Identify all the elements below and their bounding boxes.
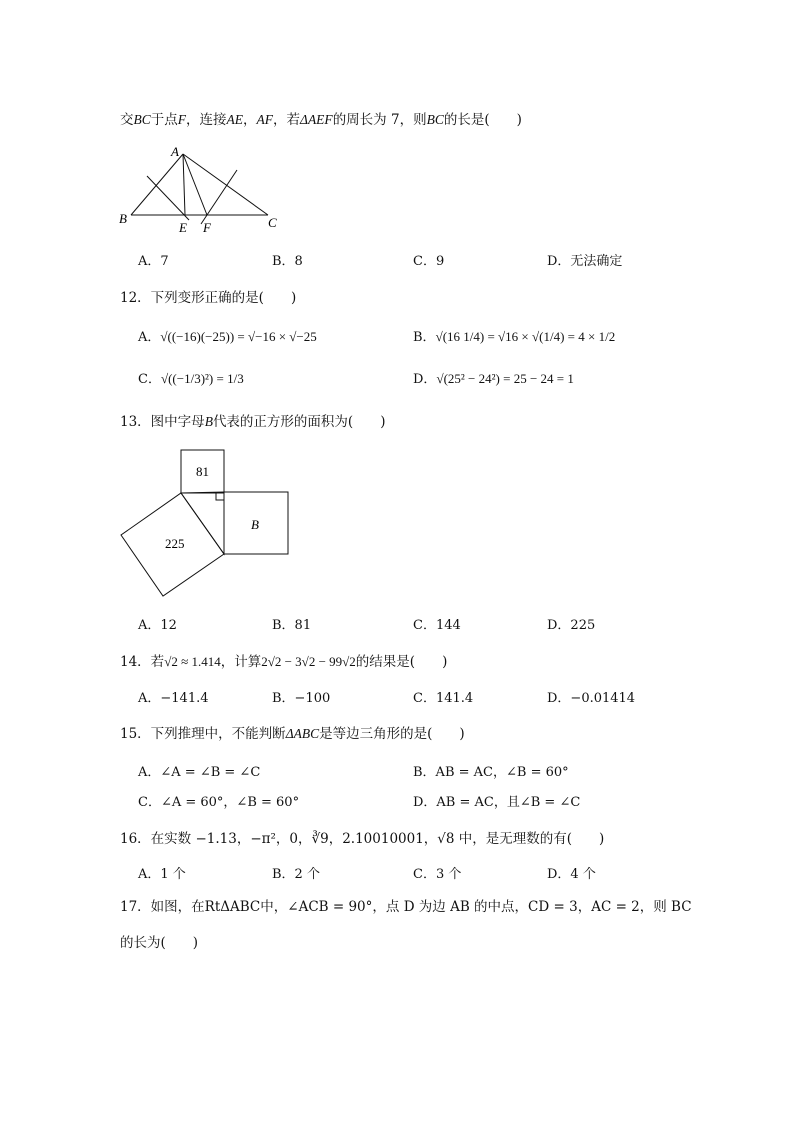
q12-option-a[interactable]: [138, 326, 317, 345]
label-b: B: [119, 211, 127, 226]
text: 的周长为 7，则: [332, 112, 427, 128]
math: B: [204, 414, 213, 429]
q14-stem: [120, 650, 447, 670]
text: ，连接: [186, 112, 227, 128]
square-81-label: 81: [196, 464, 209, 479]
option-label: D．: [413, 372, 437, 387]
q17-stem-line2: 的长为( ): [120, 935, 199, 951]
math-expression: √((−1/3)²) = 1/3: [160, 371, 244, 386]
text: 的长是( ): [443, 112, 522, 128]
q13-stem: [120, 410, 385, 430]
q15-option-a[interactable]: A．∠A = ∠B = ∠C: [138, 765, 261, 780]
q15-option-b[interactable]: B．AB = AC，∠B = 60°: [413, 765, 569, 780]
q15-option-c[interactable]: C．∠A = 60°，∠B = 60°: [138, 795, 300, 810]
triangle-figure: [115, 140, 290, 240]
q11-option-b[interactable]: B．8: [272, 254, 303, 269]
q11-option-c[interactable]: C．9: [413, 254, 445, 269]
square-b-label: B: [251, 517, 259, 532]
q11-stem: [120, 108, 522, 128]
math: AE: [226, 112, 244, 127]
text: 是等边三角形的是( ): [319, 726, 465, 742]
text: 代表的正方形的面积为( ): [212, 414, 386, 430]
option-label: B．: [413, 330, 436, 345]
text: 14．若: [120, 654, 165, 670]
q16-option-d[interactable]: D．4 个: [547, 867, 596, 882]
text: 15．下列推理中，不能判断: [120, 726, 286, 742]
math: AF: [256, 112, 274, 127]
label-c: C: [268, 215, 277, 230]
text: 交: [120, 112, 134, 128]
math: F: [177, 112, 187, 127]
q14-option-d[interactable]: D．−0.01414: [547, 691, 636, 706]
math-expression: √((−16)(−25)) = √−16 × √−25: [160, 329, 317, 344]
text: 的结果是( ): [355, 654, 448, 670]
text: ，: [243, 112, 257, 128]
q11-option-a[interactable]: A．7: [138, 254, 169, 269]
math: BC: [133, 112, 151, 127]
q13-option-d[interactable]: D．225: [547, 618, 596, 633]
math: BC: [426, 112, 444, 127]
q14-option-b[interactable]: B．−100: [272, 691, 331, 706]
q12-option-d[interactable]: [413, 368, 574, 387]
math: ΔABC: [285, 726, 320, 741]
square-225-label: 225: [165, 536, 185, 551]
math-expression: √(16 1/4) = √16 × √(1/4) = 4 × 1/2: [435, 329, 616, 344]
q13-option-a[interactable]: A．12: [138, 618, 177, 633]
math-expression: 2√2 − 3√2 − 99√2: [261, 654, 356, 669]
q11-option-d[interactable]: D．无法确定: [547, 254, 623, 269]
label-a: A: [171, 144, 179, 159]
squares-figure: [115, 440, 300, 605]
q14-option-a[interactable]: A．−141.4: [138, 691, 209, 706]
q12-option-c[interactable]: [138, 368, 244, 387]
q17-stem-line1: 17．如图，在RtΔABC中，∠ACB = 90°，点 D 为边 AB 的中点，CD = 3，AC = 2，则 BC: [120, 899, 692, 915]
option-label: A．: [138, 330, 161, 345]
text: 于点: [150, 112, 178, 128]
q15-stem: [120, 722, 465, 742]
math-expression: √(25² − 24²) = 25 − 24 = 1: [436, 371, 574, 386]
label-f: F: [203, 220, 211, 235]
text: 13．图中字母: [120, 414, 205, 430]
q14-option-c[interactable]: C．141.4: [413, 691, 474, 706]
q12-stem: 12．下列变形正确的是( ): [120, 290, 297, 306]
math: ΔAEF: [300, 112, 333, 127]
label-e: E: [179, 220, 187, 235]
text: ，计算: [220, 654, 262, 670]
math-expression: √2 ≈ 1.414: [164, 654, 221, 669]
text: ，若: [273, 112, 301, 128]
option-label: C．: [138, 372, 161, 387]
q13-option-b[interactable]: B．81: [272, 618, 312, 633]
q16-option-c[interactable]: C．3 个: [413, 867, 462, 882]
q16-option-a[interactable]: A．1 个: [138, 867, 186, 882]
q15-option-d[interactable]: D．AB = AC，且∠B = ∠C: [413, 795, 581, 810]
q16-option-b[interactable]: B．2 个: [272, 867, 320, 882]
q12-option-b[interactable]: [413, 326, 615, 345]
q16-stem: 16．在实数 −1.13，−π²，0，∛9，2.10010001，√8 中，是无理数的有( ): [120, 831, 605, 847]
q13-option-c[interactable]: C．144: [413, 618, 461, 633]
